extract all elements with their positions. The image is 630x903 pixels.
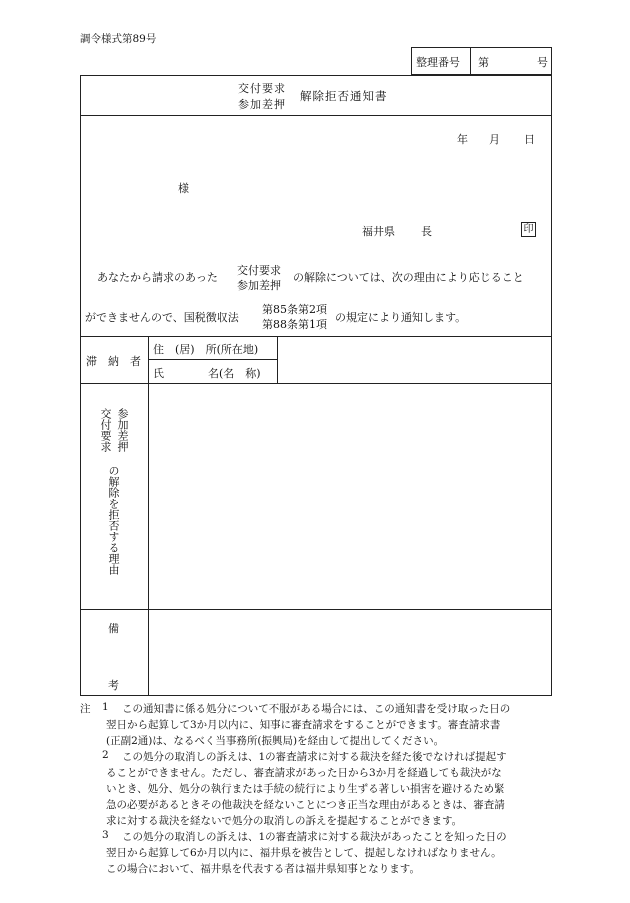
note-line: ることができません。ただし、審査請求があった日から3か月を経過しても裁決がな bbox=[106, 767, 502, 779]
note-line: 急の必要があるときその他裁決を経ないことにつき正当な理由があるときは、審査請 bbox=[106, 799, 505, 811]
reason-label-option-1: 交付要求 bbox=[99, 408, 112, 452]
divider bbox=[80, 609, 552, 610]
body-option-1: 交付要求 bbox=[237, 264, 281, 277]
issuer-title: 長 bbox=[421, 225, 432, 238]
reference-number-suffix: 号 bbox=[537, 56, 548, 69]
note-line: この通知書に係る処分について不服がある場合には、この通知書を受け取った日の bbox=[122, 703, 511, 715]
divider bbox=[148, 359, 277, 360]
note-line: この処分の取消しの訴えは、1の審査請求に対する裁決を経た後でなければ提起す bbox=[122, 751, 507, 763]
divider bbox=[80, 336, 552, 337]
address-label: 住 (居) 所(所在地) bbox=[153, 343, 259, 356]
body-text-3: ができませんので、国税徴収法 bbox=[85, 311, 239, 324]
reason-label: の解除を拒否する理由 bbox=[107, 465, 120, 575]
note-line: 翌日から起算して3か月以内に、知事に審査請求をすることができます。審査請求書 bbox=[106, 719, 501, 731]
body-text-4: の規定により通知します。 bbox=[335, 311, 467, 324]
reason-label-option-2: 参加差押 bbox=[116, 408, 129, 452]
title-option-2: 参加差押 bbox=[238, 98, 286, 111]
delinquent-label: 滞 納 者 bbox=[86, 355, 141, 368]
seal-mark: 印 bbox=[521, 222, 536, 237]
page-title: 解除拒否通知書 bbox=[300, 89, 388, 103]
issuer-prefecture: 福井県 bbox=[362, 225, 395, 238]
date-day: 日 bbox=[524, 133, 535, 146]
notes-prefix: 注 bbox=[80, 703, 91, 715]
note-line: この場合において、福井県を代表する者は福井県知事となります。 bbox=[106, 863, 420, 875]
note-number: 3 bbox=[102, 829, 109, 841]
name-label: 氏 名(名 称) bbox=[153, 367, 261, 380]
remarks-label-top: 備 bbox=[108, 622, 119, 635]
note-number: 1 bbox=[102, 701, 109, 713]
divider bbox=[470, 47, 471, 75]
law-option-1: 第85条第2項 bbox=[262, 303, 327, 316]
divider bbox=[148, 336, 149, 696]
note-number: 2 bbox=[102, 749, 109, 761]
reference-number-prefix: 第 bbox=[478, 56, 489, 69]
divider bbox=[277, 336, 278, 383]
date-year: 年 bbox=[457, 133, 468, 146]
form-code: 調令様式第89号 bbox=[80, 33, 157, 45]
addressee-suffix: 様 bbox=[178, 182, 189, 195]
divider bbox=[80, 115, 552, 116]
remarks-label-bottom: 考 bbox=[108, 679, 119, 692]
law-option-2: 第88条第1項 bbox=[262, 318, 327, 331]
body-text-1: あなたから請求のあった bbox=[97, 271, 218, 284]
body-option-2: 参加差押 bbox=[237, 279, 281, 292]
form-frame bbox=[80, 75, 552, 696]
note-line: いとき、処分、処分の執行または手続の続行により生ずる著しい損害を避けるため緊 bbox=[106, 783, 505, 795]
divider bbox=[80, 383, 552, 384]
date-month: 月 bbox=[489, 133, 500, 146]
note-line: (正副2通)は、なるべく当事務所(振興局)を経由して提出してください。 bbox=[106, 735, 445, 747]
reference-number-label: 整理番号 bbox=[416, 56, 460, 69]
body-text-2: の解除については、次の理由により応じること bbox=[293, 271, 524, 284]
note-line: 翌日から起算して6か月以内に、福井県を被告として、提起しなければなりません。 bbox=[106, 847, 502, 859]
note-line: この処分の取消しの訴えは、1の審査請求に対する裁決があったことを知った日の bbox=[122, 831, 507, 843]
title-option-1: 交付要求 bbox=[238, 82, 286, 95]
note-line: 求に対する裁決を経ないで処分の取消しの訴えを提起することができます。 bbox=[106, 815, 463, 827]
